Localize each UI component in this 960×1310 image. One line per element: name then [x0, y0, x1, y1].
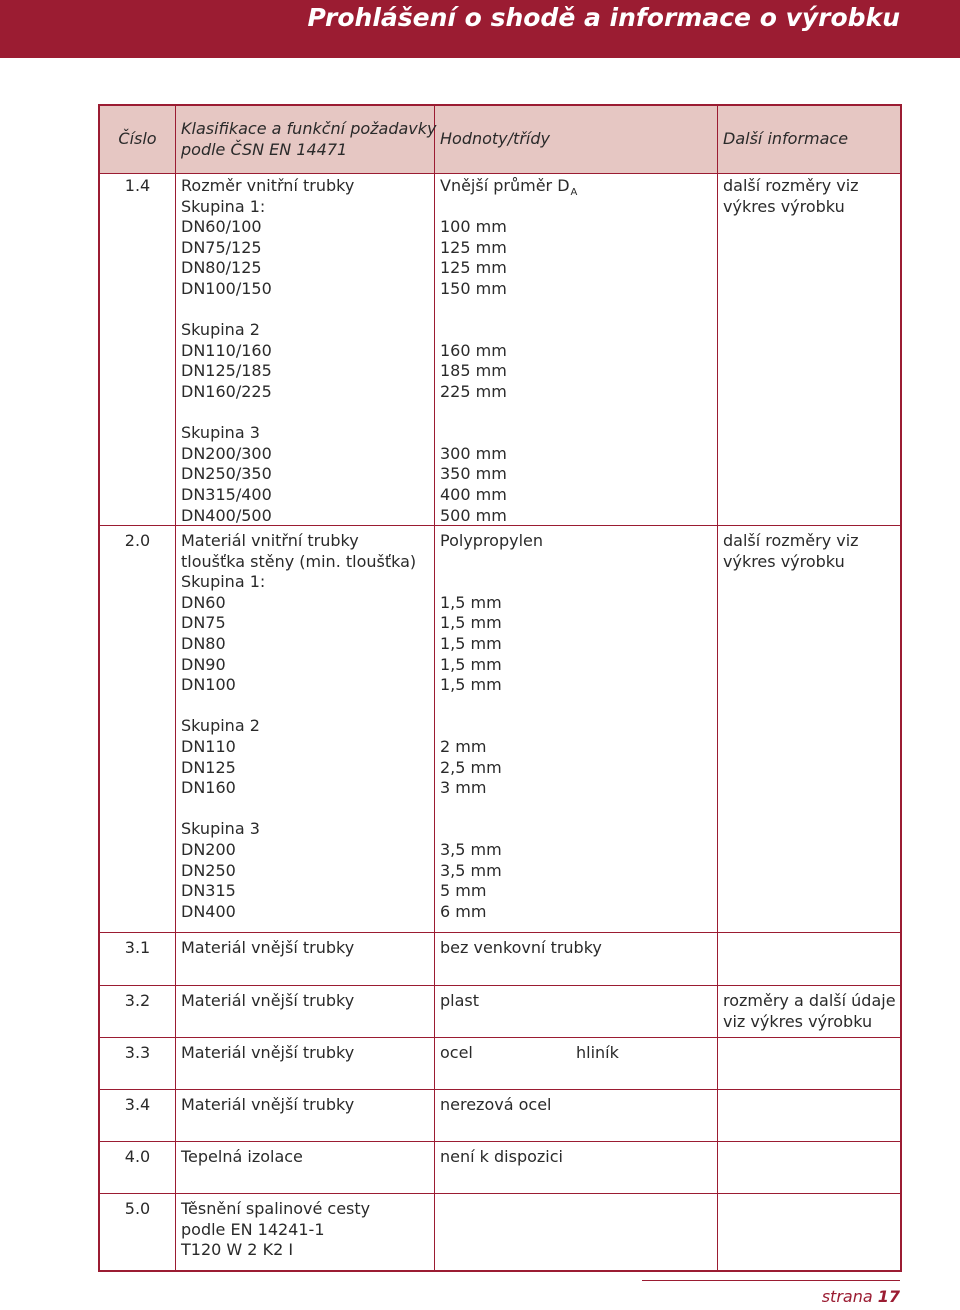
footer-divider: [642, 1280, 900, 1281]
info-cell: [718, 1090, 900, 1141]
row-number-cell: [100, 1142, 176, 1193]
classification-cell: [176, 933, 435, 985]
classification-cell: [176, 1038, 435, 1089]
value-line: 3,5 mm: [440, 860, 502, 880]
info-cell: [718, 526, 900, 932]
value-line: 185 mm: [440, 361, 507, 381]
value-line: [440, 696, 717, 717]
classification-line: DN125/185: [181, 361, 272, 381]
value-line: 5 mm: [440, 881, 487, 901]
classification-line: DN315: [181, 881, 236, 901]
value-line: 400 mm: [440, 484, 507, 504]
value-line: 160 mm: [440, 340, 507, 360]
classification-line: T120 W 2 K2 I: [181, 1240, 294, 1260]
value-line: 350 mm: [440, 464, 507, 484]
classification-line: DN160/225: [181, 381, 272, 401]
classification-cell: [176, 174, 435, 525]
classification-line: DN75/125: [181, 237, 262, 257]
row-number: 3.4: [124, 1095, 151, 1114]
info-line: další rozměry viz: [723, 531, 859, 550]
classification-line: [181, 799, 434, 820]
value-cell: [435, 1038, 718, 1089]
classification-line: [181, 300, 434, 321]
table-row: [100, 986, 900, 1038]
value-line: [440, 819, 717, 840]
value-cell: [435, 986, 718, 1037]
row-number-cell: [100, 1090, 176, 1141]
classification-cell: [176, 1194, 435, 1270]
column-header-classification: [176, 106, 435, 173]
classification-line: Materiál vnější trubky: [181, 991, 355, 1010]
classification-line: DN250: [181, 860, 236, 880]
classification-line: tloušťka stěny (min. tloušťka): [181, 551, 417, 571]
classification-line: DN100: [181, 675, 236, 695]
value-line: [440, 716, 717, 737]
classification-line: Rozměr vnitřní trubky: [181, 176, 355, 195]
value-line: [440, 799, 717, 820]
row-number: 5.0: [124, 1199, 151, 1218]
classification-line: DN80: [181, 633, 226, 653]
value-line: plast: [440, 991, 480, 1010]
value-line: [440, 197, 717, 218]
value-cell: [435, 933, 718, 985]
value-line: 300 mm: [440, 443, 507, 463]
value-line: [440, 300, 717, 321]
classification-line: DN250/350: [181, 464, 272, 484]
info-line: další rozměry viz: [723, 176, 859, 195]
column-header-info: Další informace: [723, 129, 849, 149]
classification-line: Skupina 2: [181, 320, 260, 340]
page-number: [822, 1287, 900, 1306]
value-line: ocel: [440, 1043, 473, 1062]
conformity-table: [98, 104, 902, 1272]
value-line: 1,5 mm: [440, 592, 502, 612]
row-number-cell: [100, 986, 176, 1037]
classification-line: DN75: [181, 613, 226, 633]
value-line: [440, 403, 717, 424]
value-line: 1,5 mm: [440, 633, 502, 653]
table-row: [100, 174, 900, 526]
row-number-cell: [100, 174, 176, 525]
classification-line: Skupina 3: [181, 819, 260, 839]
column-header-values: Hodnoty/třídy: [435, 106, 718, 173]
value-heading: [440, 176, 717, 197]
info-line: výkres výrobku: [723, 551, 845, 571]
info-cell: [718, 933, 900, 985]
value-line: bez venkovní trubky: [440, 938, 602, 957]
classification-line: Těsnění spalinové cesty: [181, 1199, 371, 1218]
classification-line: DN200/300: [181, 443, 272, 463]
classification-line: DN80/125: [181, 258, 262, 278]
value-line: 1,5 mm: [440, 675, 502, 695]
classification-line: Skupina 1:: [181, 196, 266, 216]
row-number-cell: [100, 1038, 176, 1089]
classification-line: DN60: [181, 592, 226, 612]
value-line: [440, 552, 717, 573]
table-row: [100, 1142, 900, 1194]
value-line: [440, 572, 717, 593]
column-header-number: Číslo: [100, 106, 176, 173]
classification-line: DN110: [181, 736, 236, 756]
info-line: viz výkres výrobku: [723, 1011, 873, 1031]
classification-line: DN110/160: [181, 340, 272, 360]
classification-cell: [176, 1090, 435, 1141]
value-line: Polypropylen: [440, 531, 544, 550]
value-heading-text: Vnější průměr D: [440, 176, 570, 195]
info-cell: [718, 174, 900, 525]
info-line: výkres výrobku: [723, 196, 845, 216]
classification-cell: [176, 986, 435, 1037]
table-row: [100, 526, 900, 933]
value-line-pair: [440, 1043, 717, 1064]
value-line: 3 mm: [440, 778, 487, 798]
page-label: strana: [821, 1287, 873, 1306]
classification-line: DN100/150: [181, 278, 272, 298]
value-line: 2 mm: [440, 736, 487, 756]
table-header-row: [100, 106, 900, 174]
page-title: Prohlášení o shodě a informace o výrobku: [307, 3, 900, 32]
title-banner: [0, 0, 960, 58]
table-row: [100, 933, 900, 986]
value-line: 1,5 mm: [440, 613, 502, 633]
row-number: 3.2: [124, 991, 151, 1010]
classification-cell: [176, 526, 435, 932]
value-line: 2,5 mm: [440, 757, 502, 777]
classification-line: DN60/100: [181, 217, 262, 237]
classification-line: Tepelná izolace: [181, 1147, 303, 1166]
row-number: 4.0: [124, 1147, 151, 1166]
info-line: rozměry a další údaje: [723, 991, 896, 1010]
classification-line: DN315/400: [181, 484, 272, 504]
table-row: [100, 1194, 900, 1270]
value-cell: [435, 1090, 718, 1141]
table-row: [100, 1038, 900, 1090]
value-line: 125 mm: [440, 237, 507, 257]
classification-line: [181, 696, 434, 717]
classification-line: Materiál vnější trubky: [181, 938, 355, 957]
info-cell: [718, 1142, 900, 1193]
value-line: 3,5 mm: [440, 839, 502, 859]
classification-line: DN125: [181, 757, 236, 777]
value-line: 500 mm: [440, 505, 507, 525]
classification-line: DN90: [181, 654, 226, 674]
value-line-alternative: hliník: [576, 1043, 619, 1062]
table-row: [100, 1090, 900, 1142]
classification-line: podle EN 14241-1: [181, 1219, 325, 1239]
row-number-cell: [100, 1194, 176, 1270]
classification-line: Materiál vnitřní trubky: [181, 531, 359, 550]
row-number: 3.1: [124, 938, 151, 957]
value-heading-subscript: A: [570, 187, 578, 198]
value-line: [440, 423, 717, 444]
value-line: [440, 320, 717, 341]
row-number: 2.0: [124, 531, 151, 550]
value-line: není k dispozici: [440, 1147, 563, 1166]
classification-line: [181, 403, 434, 424]
classification-line: DN400: [181, 901, 236, 921]
value-cell: [435, 526, 718, 932]
classification-line: DN400/500: [181, 505, 272, 525]
classification-line: DN160: [181, 778, 236, 798]
classification-line: Skupina 1:: [181, 572, 266, 592]
value-cell: [435, 1142, 718, 1193]
value-line: 1,5 mm: [440, 654, 502, 674]
column-header-classification-line: podle ČSN EN 14471: [181, 139, 348, 159]
value-line: 150 mm: [440, 278, 507, 298]
classification-line: Materiál vnější trubky: [181, 1095, 355, 1114]
row-number: 1.4: [124, 176, 151, 195]
classification-cell: [176, 1142, 435, 1193]
row-number: 3.3: [124, 1043, 151, 1062]
info-cell: [718, 986, 900, 1037]
value-cell: [435, 1194, 718, 1270]
row-number-cell: [100, 526, 176, 932]
info-cell: [718, 1038, 900, 1089]
classification-line: DN200: [181, 839, 236, 859]
info-cell: [718, 1194, 900, 1270]
row-number-cell: [100, 933, 176, 985]
value-cell: [435, 174, 718, 525]
classification-line: Skupina 2: [181, 716, 260, 736]
value-line: 6 mm: [440, 901, 487, 921]
value-line: 125 mm: [440, 258, 507, 278]
value-line: nerezová ocel: [440, 1095, 552, 1114]
column-header-classification-line: Klasifikace a funkční požadavky: [181, 118, 437, 138]
classification-line: Materiál vnější trubky: [181, 1043, 355, 1062]
value-line: 100 mm: [440, 217, 507, 237]
classification-line: Skupina 3: [181, 423, 260, 443]
page-number-value: 17: [877, 1287, 900, 1306]
value-line: 225 mm: [440, 381, 507, 401]
